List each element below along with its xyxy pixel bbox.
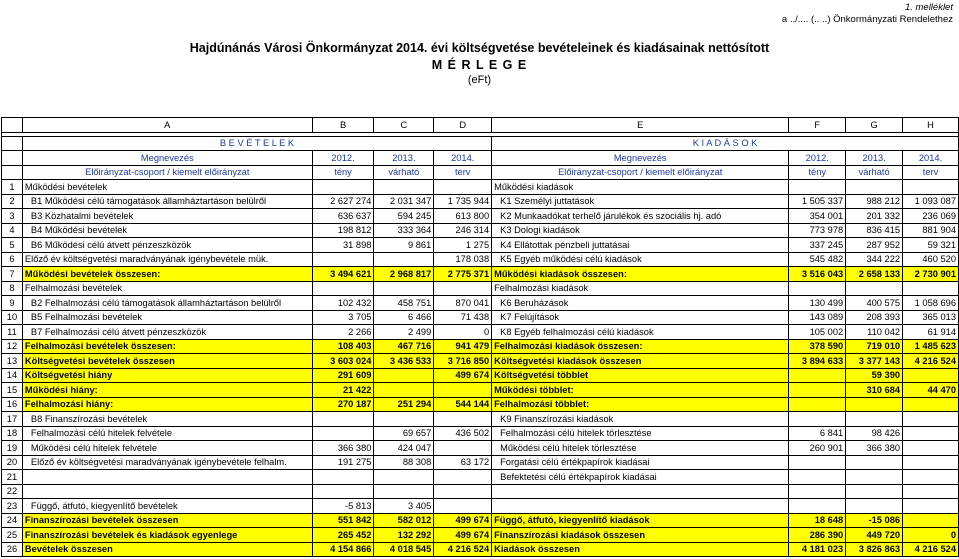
expense-2014: 59 321 [903,238,959,253]
col-letter-f: F [789,118,846,133]
row-number: 20 [2,455,23,470]
revenue-2014: 1 275 [434,238,492,253]
year-header-row [2,151,959,166]
expense-2014: 881 904 [903,223,959,238]
expense-2012 [789,412,846,427]
revenue-name: Finanszírozási bevételek és kiadások egyenlege [22,528,312,543]
revenue-2012: 636 637 [312,209,374,224]
expense-2012: 286 390 [789,528,846,543]
revenue-2012: 291 609 [312,368,374,383]
expense-2013: 208 393 [846,310,903,325]
expense-name: Felhalmozási kiadások [492,281,789,296]
expense-2014: 460 520 [903,252,959,267]
name-header-left: Megnevezés [22,151,312,166]
table-row [2,223,959,238]
row-number: 1 [2,180,23,195]
expense-name: K4 Ellátottak pénzbeli juttatásai [492,238,789,253]
revenue-2012: 3 494 621 [312,267,374,282]
row-number: 22 [2,484,23,499]
revenue-name: Költségvetési hiány [22,368,312,383]
revenue-2014 [434,441,492,456]
revenue-2014 [434,499,492,514]
revenue-2013: 2 499 [374,325,434,340]
revenue-name: Felhalmozási bevételek összesen: [22,339,312,354]
revenue-2014 [434,470,492,485]
revenue-name [22,484,312,499]
revenue-name: Működési bevételek összesen: [22,267,312,282]
revenue-2013: 9 861 [374,238,434,253]
revenue-2013: 333 364 [374,223,434,238]
revenue-2013: 582 012 [374,513,434,528]
table-row [2,310,959,325]
revenue-2014: 544 144 [434,397,492,412]
revenue-2014 [434,412,492,427]
expense-2014 [903,281,959,296]
annex-reference: a ../.... (.. ..) Önkormányzati Rendelethez [781,14,953,25]
expense-2013: 201 332 [846,209,903,224]
revenue-2014 [434,484,492,499]
year-2014-left: 2014. [434,151,492,166]
revenue-name: Költségvetési bevételek összesen [22,354,312,369]
expense-2012 [789,368,846,383]
revenue-2013 [374,484,434,499]
row-number: 13 [2,354,23,369]
col-letter-d: D [434,118,492,133]
expense-name: Felhalmozási célú hitelek törlesztése [492,426,789,441]
page-subtitle: M É R L E G E [431,58,528,72]
revenue-name: Működési bevételek [22,180,312,195]
revenue-2012 [312,180,374,195]
revenue-name: Előző év költségvetési maradványának igénybevétele mük. [22,252,312,267]
revenue-2014: 0 [434,325,492,340]
revenue-2012 [312,252,374,267]
revenue-2014: 1 735 944 [434,194,492,209]
annex-number: 1. melléklet [904,2,953,13]
revenue-name: Felhalmozási célú hitelek felvétele [22,426,312,441]
expense-2013: 344 222 [846,252,903,267]
expense-2013: 59 390 [846,368,903,383]
expense-2013: 988 212 [846,194,903,209]
expense-2012 [789,281,846,296]
expense-2013: 110 042 [846,325,903,340]
table-row [2,412,959,427]
col-letter-b: B [312,118,374,133]
revenue-name: B4 Működési bevételek [22,223,312,238]
revenue-2012: 191 275 [312,455,374,470]
revenue-2013: 2 031 347 [374,194,434,209]
table-row [2,383,959,398]
year-2012-right: 2012. [789,151,846,166]
expense-2013: 719 010 [846,339,903,354]
revenue-2013: 594 245 [374,209,434,224]
expense-2012 [789,180,846,195]
table-row [2,470,959,485]
row-number: 6 [2,252,23,267]
revenue-2012 [312,470,374,485]
revenue-2012: 2 627 274 [312,194,374,209]
expense-2014 [903,426,959,441]
revenue-2014 [434,383,492,398]
row-number: 4 [2,223,23,238]
revenue-2013: 251 294 [374,397,434,412]
row-number: 14 [2,368,23,383]
expense-2012 [789,397,846,412]
revenue-2014: 178 038 [434,252,492,267]
revenue-2012: 2 266 [312,325,374,340]
expense-name: Befektetési célú értékpapírok kiadásai [492,470,789,485]
table-row [2,426,959,441]
table-row [2,499,959,514]
revenue-name: B8 Finanszírozási bevételek [22,412,312,427]
expense-name: Finanszírozási kiadások összesen [492,528,789,543]
expense-2013 [846,484,903,499]
expense-2013: 449 720 [846,528,903,543]
row-number: 26 [2,542,23,557]
expense-2012: 378 590 [789,339,846,354]
expense-2014: 1 058 696 [903,296,959,311]
revenue-2014: 499 674 [434,513,492,528]
table-row [2,455,959,470]
table-row [2,267,959,282]
unit-label: (eFt) [467,74,492,86]
revenue-2012: 551 842 [312,513,374,528]
expense-2012 [789,484,846,499]
expense-name: K9 Finanszírozási kiadások [492,412,789,427]
table-row [2,252,959,267]
expense-2013 [846,281,903,296]
expense-name: Működési kiadások összesen: [492,267,789,282]
expense-2013: 310 684 [846,383,903,398]
expense-2012: 18 648 [789,513,846,528]
expense-2014: 4 216 524 [903,542,959,557]
expense-2013: -15 086 [846,513,903,528]
revenue-2014: 436 502 [434,426,492,441]
expense-2013 [846,499,903,514]
row-number: 8 [2,281,23,296]
revenue-section-title: B E V É T E L E K [22,136,491,151]
table-row [2,194,959,209]
col-letter-e: E [492,118,789,133]
revenue-2013: 424 047 [374,441,434,456]
revenue-2012 [312,412,374,427]
expense-2013: 287 952 [846,238,903,253]
expense-2014 [903,180,959,195]
row-number: 15 [2,383,23,398]
expense-2014 [903,397,959,412]
row-number: 24 [2,513,23,528]
expense-section-title: K I A D Á S O K [492,136,959,151]
expense-2012 [789,470,846,485]
revenue-2014: 71 438 [434,310,492,325]
expense-name: K6 Beruházások [492,296,789,311]
expense-2012: 545 482 [789,252,846,267]
revenue-name: Felhalmozási hiány: [22,397,312,412]
revenue-2012: 4 154 866 [312,542,374,557]
revenue-2013 [374,383,434,398]
expense-2013: 366 380 [846,441,903,456]
expense-2012 [789,499,846,514]
expense-2014: 236 069 [903,209,959,224]
expense-2012: 773 978 [789,223,846,238]
revenue-2013: 6 466 [374,310,434,325]
expense-2013 [846,412,903,427]
table-row [2,209,959,224]
expense-2014: 2 730 901 [903,267,959,282]
expense-2012: 354 001 [789,209,846,224]
row-number: 10 [2,310,23,325]
revenue-2012: 3 705 [312,310,374,325]
revenue-2014: 63 172 [434,455,492,470]
expense-name: Működési többlet: [492,383,789,398]
revenue-2013 [374,252,434,267]
revenue-2013: 2 968 817 [374,267,434,282]
expense-2014: 1 485 623 [903,339,959,354]
expense-name: Felhalmozási többlet: [492,397,789,412]
sub-header-left: Előirányzat-csoport / kiemelt előirányzat [22,165,312,180]
expense-2014 [903,484,959,499]
revenue-2012: 31 898 [312,238,374,253]
revenue-2013 [374,470,434,485]
expense-2012: 1 505 337 [789,194,846,209]
table-row [2,484,959,499]
expense-name: Felhalmozási kiadások összesen: [492,339,789,354]
table-row [2,397,959,412]
expense-2014 [903,441,959,456]
expense-2014: 365 013 [903,310,959,325]
table-row [2,339,959,354]
revenue-name: B5 Felhalmozási bevételek [22,310,312,325]
revenue-2014: 870 041 [434,296,492,311]
revenue-name: B1 Működési célú támogatások államháztartáson belülről [22,194,312,209]
revenue-2012: 270 187 [312,397,374,412]
expense-2013: 98 426 [846,426,903,441]
revenue-2014: 499 674 [434,368,492,383]
row-number: 16 [2,397,23,412]
expense-name: K5 Egyéb működési célú kiadások [492,252,789,267]
revenue-2013: 3 405 [374,499,434,514]
expense-name: Költségvetési többlet [492,368,789,383]
teny-left: tény [312,165,374,180]
revenue-name: Előző év költségvetési maradványának igénybevétele felhalm. [22,455,312,470]
revenue-2014: 941 479 [434,339,492,354]
expense-2013 [846,397,903,412]
revenue-2014 [434,281,492,296]
expense-name: K1 Személyi juttatások [492,194,789,209]
revenue-2013: 69 657 [374,426,434,441]
expense-2012: 6 841 [789,426,846,441]
revenue-name: Felhalmozási bevételek [22,281,312,296]
table-row [2,513,959,528]
expense-2012: 337 245 [789,238,846,253]
expense-name [492,484,789,499]
revenue-2013 [374,368,434,383]
row-number: 2 [2,194,23,209]
expense-2012: 4 181 023 [789,542,846,557]
revenue-2012: 366 380 [312,441,374,456]
terv-left: terv [434,165,492,180]
expense-name: K7 Felújítások [492,310,789,325]
table-row [2,542,959,557]
table-row [2,325,959,340]
row-number: 21 [2,470,23,485]
expense-name: K2 Munkaadókat terhelő járulékok és szociális hj. adó [492,209,789,224]
revenue-2012: 108 403 [312,339,374,354]
revenue-2013: 88 308 [374,455,434,470]
expense-name: Működési kiadások [492,180,789,195]
col-letter-g: G [846,118,903,133]
revenue-name [22,470,312,485]
year-2012-left: 2012. [312,151,374,166]
revenue-2013: 4 018 545 [374,542,434,557]
table-row [2,441,959,456]
expense-2012 [789,455,846,470]
revenue-2013: 458 751 [374,296,434,311]
revenue-2013: 467 716 [374,339,434,354]
revenue-2014: 613 800 [434,209,492,224]
revenue-2012 [312,426,374,441]
revenue-name: Finanszírozási bevételek összesen [22,513,312,528]
expense-2014 [903,412,959,427]
expense-2013 [846,455,903,470]
expense-2013: 836 415 [846,223,903,238]
row-number: 23 [2,499,23,514]
revenue-2012: 265 452 [312,528,374,543]
revenue-2013 [374,281,434,296]
revenue-2014: 4 216 524 [434,542,492,557]
expense-2014 [903,455,959,470]
row-number: 25 [2,528,23,543]
expense-2012: 3 894 633 [789,354,846,369]
revenue-2014: 3 716 850 [434,354,492,369]
row-number: 11 [2,325,23,340]
expense-2013: 3 377 143 [846,354,903,369]
sub-header-right: Előirányzat-csoport / kiemelt előirányzat [492,165,789,180]
revenue-name: Működési hiány: [22,383,312,398]
expense-2014: 44 470 [903,383,959,398]
expense-2012 [789,383,846,398]
row-number: 7 [2,267,23,282]
revenue-2014: 499 674 [434,528,492,543]
expense-2012: 130 499 [789,296,846,311]
column-letters-row [2,118,959,133]
varhato-right: várható [846,165,903,180]
table-row [2,528,959,543]
expense-2014 [903,368,959,383]
expense-name: Függő, átfutó, kiegyenlítő kiadások [492,513,789,528]
varhato-left: várható [374,165,434,180]
row-number: 18 [2,426,23,441]
revenue-2013 [374,180,434,195]
revenue-2012: -5 813 [312,499,374,514]
expense-name: K8 Egyéb felhalmozási célú kiadások [492,325,789,340]
revenue-2013 [374,412,434,427]
expense-2013 [846,470,903,485]
revenue-name: B2 Felhalmozási célú támogatások államháztartáson belülről [22,296,312,311]
expense-2013: 3 826 863 [846,542,903,557]
teny-right: tény [789,165,846,180]
revenue-2014: 2 775 371 [434,267,492,282]
table-row [2,238,959,253]
revenue-2012: 21 422 [312,383,374,398]
page-title: Hajdúnánás Városi Önkormányzat 2014. évi költségvetése bevételeinek és kiadásainak nettósított [189,41,770,55]
revenue-2012 [312,281,374,296]
expense-2014 [903,470,959,485]
year-2013-right: 2013. [846,151,903,166]
table-row [2,281,959,296]
revenue-name: Működési célú hitelek felvétele [22,441,312,456]
subheader-row [2,165,959,180]
expense-2014 [903,499,959,514]
revenue-name: Bevételek összesen [22,542,312,557]
row-number: 9 [2,296,23,311]
expense-2012: 3 516 043 [789,267,846,282]
expense-2014: 0 [903,528,959,543]
revenue-2013: 3 436 533 [374,354,434,369]
balance-table [1,117,959,557]
table-row [2,368,959,383]
revenue-name: B3 Közhatalmi bevételek [22,209,312,224]
col-letter-c: C [374,118,434,133]
row-number: 19 [2,441,23,456]
row-number: 12 [2,339,23,354]
revenue-2012: 102 432 [312,296,374,311]
revenue-name: Függő, átfutó, kiegyenlítő bevételek [22,499,312,514]
expense-2013 [846,180,903,195]
expense-2012: 105 002 [789,325,846,340]
name-header-right: Megnevezés [492,151,789,166]
expense-2014: 61 914 [903,325,959,340]
revenue-name: B7 Felhalmozási célú átvett pénzeszközök [22,325,312,340]
revenue-2012 [312,484,374,499]
revenue-2014 [434,180,492,195]
expense-name: Kiadások összesen [492,542,789,557]
expense-2014: 4 216 524 [903,354,959,369]
expense-name [492,499,789,514]
table-row [2,180,959,195]
terv-right: terv [903,165,959,180]
row-number: 17 [2,412,23,427]
expense-2012: 143 089 [789,310,846,325]
expense-name: Működési célú hitelek törlesztése [492,441,789,456]
row-number: 3 [2,209,23,224]
revenue-name: B6 Működési célú átvett pénzeszközök [22,238,312,253]
revenue-2014: 246 314 [434,223,492,238]
expense-name: Forgatási célú értékpapírok kiadásai [492,455,789,470]
section-header-row [2,136,959,151]
expense-2013: 400 575 [846,296,903,311]
year-2014-right: 2014. [903,151,959,166]
expense-2014 [903,513,959,528]
row-number: 5 [2,238,23,253]
col-letter-a: A [22,118,312,133]
expense-name: Költségvetési kiadások összesen [492,354,789,369]
expense-2013: 2 658 133 [846,267,903,282]
table-row [2,354,959,369]
expense-2012: 260 901 [789,441,846,456]
table-row [2,296,959,311]
revenue-2012: 3 603 024 [312,354,374,369]
revenue-2012: 198 812 [312,223,374,238]
expense-2014: 1 093 087 [903,194,959,209]
expense-name: K3 Dologi kiadások [492,223,789,238]
year-2013-left: 2013. [374,151,434,166]
revenue-2013: 132 292 [374,528,434,543]
col-letter-h: H [903,118,959,133]
